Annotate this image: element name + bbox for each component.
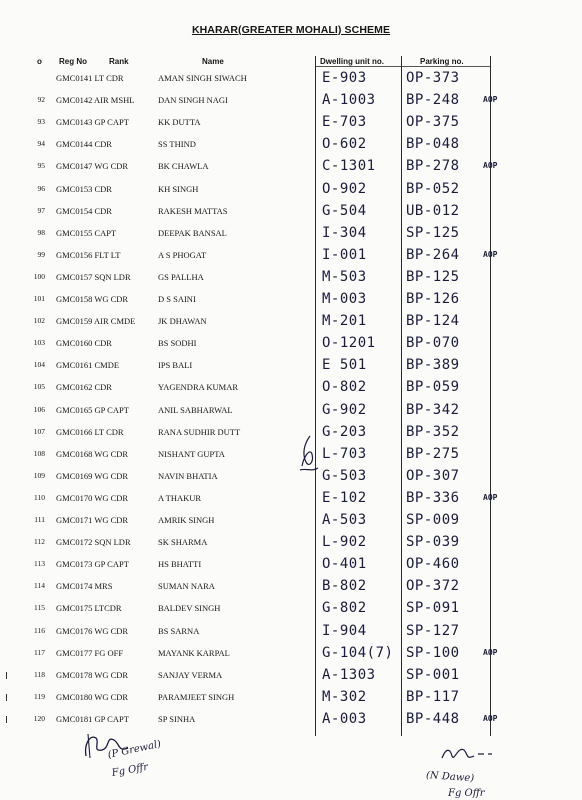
row-dwelling-unit: C-1301 — [322, 158, 376, 175]
row-parking-no: BP-448 — [406, 710, 460, 727]
row-name: D S SAINI — [158, 294, 196, 304]
row-parking-no: SP-125 — [406, 224, 460, 241]
row-parking-no: BP-248 — [406, 92, 460, 109]
header-sno: o — [37, 57, 42, 66]
row-parking-no: BP-048 — [406, 136, 460, 153]
row-reg-rank: GMC0166 LT CDR — [56, 426, 124, 437]
row-name: SS THIND — [158, 139, 196, 150]
table-row — [0, 244, 582, 266]
handwritten-initials — [296, 432, 326, 478]
row-reg-rank: GMC0178 WG CDR — [56, 669, 129, 680]
row-reg-rank: GMC0177 FG OFF — [56, 647, 124, 658]
row-reg-rank: GMC0172 SQN LDR — [56, 537, 131, 548]
row-dwelling-unit: M-503 — [322, 268, 367, 285]
table-row — [0, 222, 582, 244]
signature-right-scribble — [438, 740, 498, 766]
table-row — [0, 531, 582, 553]
row-dwelling-unit: A-503 — [322, 512, 367, 528]
table-row — [0, 620, 582, 642]
row-reg-rank: GMC0143 GP CAPT — [56, 117, 129, 128]
table-row — [0, 399, 582, 421]
row-serial-number: 95 — [37, 161, 45, 171]
row-reg-rank: GMC0174 MRS — [56, 581, 113, 592]
row-reg-rank: GMC0156 FLT LT — [56, 249, 121, 260]
row-name: NISHANT GUPTA — [158, 448, 225, 459]
row-reg-rank: GMC0160 CDR — [56, 338, 112, 349]
row-dwelling-unit: O-401 — [322, 556, 367, 573]
row-name: KH SINGH — [158, 183, 199, 194]
row-reg-rank: GMC0169 WG CDR — [56, 470, 129, 481]
row-parking-no: OP-375 — [406, 114, 460, 131]
table-row — [0, 597, 582, 619]
row-name: A S PHOGAT — [158, 249, 207, 260]
row-serial-number: 113 — [34, 559, 45, 569]
row-reg-rank: GMC0165 GP CAPT — [56, 404, 129, 415]
row-dwelling-unit: E-903 — [322, 70, 367, 86]
table-row — [0, 421, 582, 443]
row-aop-mark: AOP — [483, 249, 498, 259]
row-aop-mark: AOP — [483, 647, 498, 657]
row-parking-no: OP-373 — [406, 70, 460, 86]
row-serial-number: 115 — [34, 603, 45, 613]
row-serial-number: 99 — [37, 249, 45, 259]
row-dwelling-unit: O-602 — [322, 136, 367, 153]
signature-right — [438, 740, 498, 766]
row-reg-rank: GMC0181 GP CAPT — [56, 713, 129, 724]
row-name: JK DHAWAN — [158, 316, 207, 327]
row-dwelling-unit: L-703 — [322, 445, 367, 462]
row-name: AMRIK SINGH — [158, 515, 215, 525]
table-row — [0, 443, 582, 465]
table-row — [0, 575, 582, 597]
row-parking-no: BP-342 — [406, 401, 460, 418]
row-dwelling-unit: E 501 — [322, 357, 367, 374]
row-reg-rank: GMC0157 SQN LDR — [56, 271, 131, 282]
row-parking-no: BP-125 — [406, 268, 460, 285]
row-parking-no: SP-001 — [406, 666, 460, 683]
row-dwelling-unit: G-902 — [322, 401, 367, 418]
row-parking-no: SP-009 — [406, 512, 460, 528]
row-name: HS BHATTI — [158, 559, 202, 570]
row-reg-rank: GMC0147 WG CDR — [56, 161, 129, 172]
row-serial-number: 119 — [34, 691, 45, 701]
margin-tick-mark — [6, 694, 7, 701]
table-row — [0, 178, 582, 200]
table-row — [0, 288, 582, 310]
margin-tick-mark — [6, 672, 7, 679]
row-dwelling-unit: M-003 — [322, 291, 367, 307]
row-reg-rank: GMC0153 CDR — [56, 183, 112, 194]
table-row — [0, 354, 582, 376]
row-parking-no: BP-052 — [406, 180, 460, 197]
row-dwelling-unit: G-802 — [322, 600, 367, 617]
row-serial-number: 102 — [33, 316, 45, 326]
row-name: IPS BALI — [158, 360, 193, 371]
table-row — [0, 155, 582, 177]
row-name: BK CHAWLA — [158, 161, 209, 172]
table-row — [0, 708, 582, 730]
row-reg-rank: GMC0168 WG CDR — [56, 448, 129, 459]
row-name: NAVIN BHATIA — [158, 470, 218, 481]
row-name: DEEPAK BANSAL — [158, 227, 227, 238]
table-row — [0, 509, 582, 531]
row-parking-no: BP-275 — [406, 445, 460, 462]
row-aop-mark: AOP — [483, 95, 498, 105]
table-row — [0, 487, 582, 509]
row-dwelling-unit: E-102 — [322, 489, 367, 506]
row-serial-number: 108 — [33, 448, 45, 458]
table-row — [0, 376, 582, 398]
row-parking-no: BP-124 — [406, 313, 460, 330]
row-serial-number: 120 — [33, 713, 45, 723]
row-reg-rank: GMC0141 LT CDR — [56, 73, 124, 83]
row-serial-number: 110 — [34, 492, 45, 502]
row-parking-no: OP-372 — [406, 578, 460, 595]
row-name: PARAMJEET SINGH — [158, 691, 235, 702]
row-reg-rank: GMC0175 LTCDR — [56, 603, 122, 614]
row-parking-no: BP-070 — [406, 335, 460, 352]
row-name: YAGENDRA KUMAR — [158, 382, 239, 393]
row-parking-no: SP-091 — [406, 600, 460, 617]
row-parking-no: BP-059 — [406, 379, 460, 396]
row-dwelling-unit: A-1003 — [322, 92, 376, 109]
row-parking-no: SP-127 — [406, 622, 460, 639]
row-dwelling-unit: M-302 — [322, 688, 367, 705]
row-dwelling-unit: I-001 — [322, 246, 367, 263]
row-parking-no: BP-126 — [406, 291, 460, 307]
row-reg-rank: GMC0176 WG CDR — [56, 625, 129, 636]
table-row — [0, 332, 582, 354]
row-reg-rank: GMC0159 AIR CMDE — [56, 316, 136, 327]
row-name: SANJAY VERMA — [158, 669, 223, 680]
row-dwelling-unit: M-201 — [322, 313, 367, 330]
row-serial-number: 93 — [37, 117, 45, 127]
row-serial-number: 100 — [33, 271, 45, 281]
row-serial-number: 96 — [37, 183, 45, 193]
row-parking-no: BP-336 — [406, 489, 460, 506]
row-reg-rank: GMC0154 CDR — [56, 205, 112, 216]
table-row — [0, 465, 582, 487]
row-reg-rank: GMC0144 CDR — [56, 139, 112, 150]
row-dwelling-unit: L-902 — [322, 534, 367, 551]
row-name: SUMAN NARA — [158, 581, 215, 592]
document-title: KHARAR(GREATER MOHALI) SCHEME — [191, 24, 391, 36]
row-parking-no: UB-012 — [406, 202, 460, 219]
row-serial-number: 112 — [34, 537, 45, 547]
row-serial-number: 103 — [33, 338, 45, 348]
row-dwelling-unit: I-304 — [322, 224, 367, 241]
row-reg-rank: GMC0162 CDR — [56, 382, 112, 393]
row-aop-mark: AOP — [483, 492, 498, 502]
row-serial-number: 118 — [34, 669, 45, 679]
row-serial-number: 92 — [37, 95, 45, 105]
row-parking-no: OP-307 — [406, 467, 460, 484]
table-row — [0, 133, 582, 155]
row-name: SK SHARMA — [158, 537, 208, 548]
table-row — [0, 67, 582, 89]
row-reg-rank: GMC0155 CAPT — [56, 227, 117, 238]
row-parking-no: SP-039 — [406, 534, 460, 551]
signature-left-rank: Fg Offr — [111, 761, 149, 779]
table-row — [0, 310, 582, 332]
row-dwelling-unit: G-503 — [322, 467, 367, 484]
row-name: RAKESH MATTAS — [158, 205, 228, 216]
row-dwelling-unit: G-104(7) — [322, 644, 394, 661]
table-row — [0, 266, 582, 288]
signature-right-name: (N Dawe) — [425, 770, 475, 785]
row-serial-number: 107 — [33, 426, 45, 436]
row-dwelling-unit: E-703 — [322, 114, 367, 131]
row-name: BS SARNA — [158, 625, 200, 636]
table-row — [0, 642, 582, 664]
row-dwelling-unit: B-802 — [322, 578, 367, 595]
row-name: KK DUTTA — [158, 117, 201, 128]
row-parking-no: BP-264 — [406, 246, 460, 263]
row-name: DAN SINGH NAGI — [158, 95, 228, 106]
table-row — [0, 664, 582, 686]
row-serial-number: 106 — [33, 404, 45, 414]
row-parking-no: BP-278 — [406, 158, 460, 175]
row-serial-number: 101 — [33, 294, 45, 303]
row-serial-number: 116 — [34, 625, 45, 635]
row-name: BALDEV SINGH — [158, 603, 221, 614]
table-row — [0, 89, 582, 111]
header-reg-no: Reg No — [59, 57, 87, 66]
margin-tick-mark — [6, 716, 7, 723]
signature-left-name: (P Grewal) — [106, 738, 163, 761]
row-reg-rank: GMC0142 AIR MSHL — [56, 95, 135, 106]
row-serial-number: 98 — [37, 227, 45, 237]
row-reg-rank: GMC0170 WG CDR — [56, 492, 129, 503]
header-dwelling: Dwelling unit no. — [320, 57, 384, 66]
row-aop-mark: AOP — [483, 161, 498, 171]
row-reg-rank: GMC0158 WG CDR — [56, 294, 129, 304]
row-serial-number: 104 — [33, 360, 45, 370]
row-dwelling-unit: G-203 — [322, 423, 367, 440]
row-name: RANA SUDHIR DUTT — [158, 426, 241, 437]
row-name: BS SODHI — [158, 338, 197, 349]
row-serial-number: 94 — [37, 139, 45, 149]
table-row — [0, 111, 582, 133]
row-serial-number: 109 — [33, 470, 45, 480]
header-rank: Rank — [109, 57, 129, 66]
row-serial-number: 111 — [34, 515, 45, 524]
row-dwelling-unit: A-003 — [322, 710, 367, 727]
header-parking: Parking no. — [420, 57, 464, 66]
row-dwelling-unit: G-504 — [322, 202, 367, 219]
row-name: GS PALLHA — [158, 271, 204, 282]
row-serial-number: 97 — [37, 205, 45, 215]
row-name: SP SINHA — [158, 713, 196, 724]
row-serial-number: 117 — [34, 647, 45, 657]
row-parking-no: BP-389 — [406, 357, 460, 374]
row-dwelling-unit: O-902 — [322, 180, 367, 197]
row-name: AMAN SINGH SIWACH — [158, 73, 247, 83]
row-dwelling-unit: O-802 — [322, 379, 367, 396]
row-dwelling-unit: O-1201 — [322, 335, 376, 352]
row-parking-no: BP-117 — [406, 688, 460, 705]
row-dwelling-unit: A-1303 — [322, 666, 376, 683]
row-reg-rank: GMC0161 CMDE — [56, 360, 120, 371]
signature-right-rank: Fg Offr — [448, 788, 485, 799]
table-row — [0, 686, 582, 708]
row-reg-rank: GMC0173 GP CAPT — [56, 559, 129, 570]
row-serial-number: 105 — [33, 382, 45, 392]
table-row — [0, 553, 582, 575]
row-name: ANIL SABHARWAL — [158, 404, 233, 415]
row-parking-no: SP-100 — [406, 644, 460, 661]
header-name: Name — [202, 57, 224, 66]
table-row — [0, 200, 582, 222]
row-parking-no: BP-352 — [406, 423, 460, 440]
row-reg-rank: GMC0171 WG CDR — [56, 515, 129, 525]
row-aop-mark: AOP — [483, 713, 498, 723]
row-name: A THAKUR — [158, 492, 202, 503]
row-reg-rank: GMC0180 WG CDR — [56, 691, 129, 702]
row-parking-no: OP-460 — [406, 556, 460, 573]
row-name: MAYANK KARPAL — [158, 647, 230, 658]
row-serial-number: 114 — [34, 581, 45, 591]
row-dwelling-unit: I-904 — [322, 622, 367, 639]
